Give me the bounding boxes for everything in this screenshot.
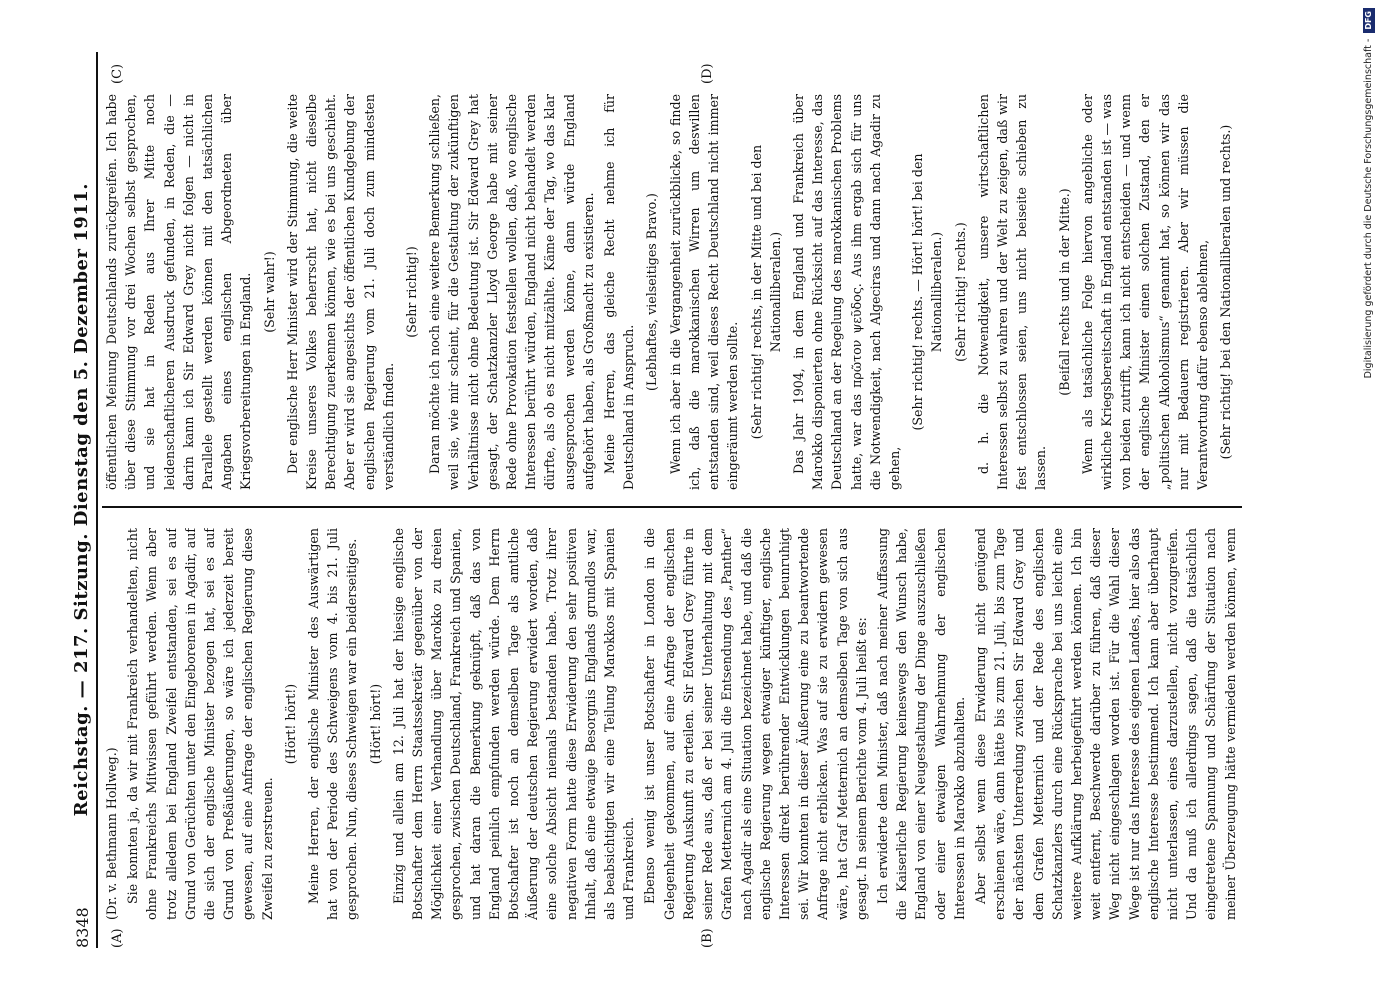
paragraph: [1239, 94, 1242, 490]
paragraph: Ich erwiderte dem Minister, daß nach meiner Auffassung die Kaiserliche Regierung keineswegs den Wunsch habe, England von einer Neugestaltung der Dinge auszuschließen oder einer etwaigen Wahrnehmung der englischen Interessen in Marokko abzuhalten.: [874, 528, 967, 920]
page-title: Reichstag. — 217. Sitzung. Dienstag den 5. Dezember 1911.: [71, 182, 92, 817]
speaker-name: (Dr. v. Bethmann Hollweg.): [104, 747, 119, 920]
interjection: (Beifall rechts und in der Mitte.): [1056, 188, 1072, 396]
interjection: (Sehr richtig!): [404, 246, 420, 338]
dfg-logo: DFG: [1363, 8, 1375, 33]
digitization-credit: [1362, 8, 1376, 996]
paragraph: Wenn als tatsächliche Folge hiervon angebliche oder wirkliche Kriegsbereitschaft in England entstanden ist — was von beiden zutrifft, kann ich nicht entscheiden — und wenn der englische Minister einen solchen Zustand, den er „politischen Alkoholismus“ genannt hat, so können wir das nur mit Bedauern registrieren. Aber wir müssen die Verantwortung dafür ebenso ablehnen,: [1079, 94, 1210, 490]
interjection: (Sehr richtig! rechts. — Hört! hört! bei den Nationalliberalen.): [910, 153, 945, 431]
paragraph: Meine Herren, der englische Minister des Auswärtigen hat von der Periode des Schweigens vom 4. bis 21. Juli gesprochen. Nun, dieses Schweigen war ein beiderseitiges.: [306, 528, 360, 920]
paragraph: Daran möchte ich noch eine weitere Bemerkung schließen, weil sie, wie mir scheint, für die Gestaltung der zukünftigen Verhältnisse nicht ohne Bedeutung ist. Sir Edward Grey hat gesagt, der Schatzkanzler Lloyd George habe mit seiner Rede ohne Provokation feststellen wollen, daß, wo englische Interessen berührt würden, England nicht behandelt werden dürfte, als ob es nicht mitzählte. Käme der Tag, wo das klar ausgesprochen werden könne, dann würde England aufgehört haben, als Großmacht zu existieren.: [427, 94, 596, 490]
margin-mark-c: (C): [110, 63, 125, 84]
margin-mark-d: (D): [700, 63, 715, 84]
paragraph: Sie konnten ja, da wir mit Frankreich verhandelten, nicht ohne Frankreichs Mitwissen geführt werden. Wenn aber trotz alledem bei England Zweifel entstanden, sei es auf Grund von Gerüchten unter den Eingeborenen in Agadir, auf die sich der englische Minister bezogen hat, sei es auf Grund von Preßäußerungen, so wäre ich jederzeit bereit gewesen, auf eine Anfrage der englischen Regierung diese Zweifel zu zerstreuen.: [125, 528, 275, 920]
interjection: (Lebhaftes, vielseitiges Bravo.): [644, 193, 660, 391]
credit-text: Digitalisierung gefördert durch die Deutsche Forschungsgemeinschaft -: [1363, 38, 1374, 379]
paragraph: d. h. die Notwendigkeit, unsere wirtschaftlichen Interessen selbst zu wahren und der Welt zu zeigen, daß wir fest entschlossen seien, uns nicht beiseite schieben zu lassen.: [975, 94, 1049, 490]
interjection: (Sehr richtig! bei den Nationalliberalen und rechts.): [1218, 124, 1234, 460]
paragraph: Das Jahr 1904, in dem England und Frankreich über Marokko disponierten ohne Rücksicht auf das Interesse, das Deutschland an der Regelung des marokkanischen Problems hatte, war das πρῶτον ψεῦδος. Aus ihm ergab sich für uns die Notwendigkeit, nach Algeciras und dann nach Agadir zu gehen,: [790, 94, 902, 490]
paragraph: öffentlichen Meinung Deutschlands zurückgreifen. Ich habe über diese Stimmung vor drei Wochen selbst gesprochen, und sie hat in Reden aus Ihrer Mitte noch leidenschaftlicheren Ausdruck gefunden, in Reden, die — darin kann ich Sir Edward Grey nicht folgen — nicht in Parallele gestellt werden können mit den tatsächlichen Angaben eines englischen Abgeordneten über Kriegsvorbereitungen in England.: [104, 94, 254, 490]
interjection: (Sehr richtig! rechts.): [952, 222, 968, 362]
page-number: 8348: [73, 907, 92, 948]
left-column: [102, 528, 1242, 920]
interjection: (Hört! hört!): [282, 683, 298, 765]
column-divider: [102, 506, 1242, 508]
paragraph: Der englische Herr Minister wird der Stimmung, die weite Kreise unseres Volkes beherrscht hat, nicht dieselbe Berechtigung zuerkennen können, wie es bei uns geschieht. Aber er wird sie angesichts der öffentlichen Kundgebung der englischen Regierung vom 21. Juli doch zum mindesten verständlich finden.: [284, 94, 396, 490]
paragraph: Wenn ich aber in die Vergangenheit zurückblicke, so finde ich, daß die marokkanischen Wirren um deswillen entstanden sind, weil dieses Recht Deutschland nicht immer eingeräumt werden sollte.: [667, 94, 741, 490]
interjection: (Sehr richtig! rechts, in der Mitte und bei den Nationalliberalen.): [748, 144, 783, 440]
interjection: (Hört! hört!): [367, 683, 383, 765]
margin-mark-b: (B): [700, 928, 715, 948]
paragraph: Ebenso wenig ist unser Botschafter in London in die Gelegenheit gekommen, auf eine Anfrage der englischen Regierung Auskunft zu erteilen. Sir Edward Grey führte in seiner Rede aus, daß er bei seiner Unterhaltung mit dem Grafen Metternich am 4. Juli die Entsendung des „Panther“ nach Agadir als eine Situation bezeichnet habe, und daß die englische Regierung wegen etwaiger künftiger, englische Interessen direkt berührender Entwicklungen beunruhigt sei. Wir konnten in dieser Äußerung eine zu beantwortende Anfrage nicht erblicken. Was auf sie zu erwidern gewesen wäre, hat Graf Metternich an demselben Tage von sich aus gesagt. In seinem Berichte vom 4. Juli heißt es:: [642, 528, 869, 920]
margin-mark-a: (A): [110, 928, 125, 948]
right-column: [102, 94, 1242, 490]
page-header: [62, 52, 92, 948]
paragraph: Aber selbst wenn diese Erwiderung nicht genügend erschienen wäre, dann hätte bis zum 21. Juli, bis zum Tage der nächsten Unterredung zwischen Sir Edward Grey und dem Grafen Metternich und der Rede des englischen Schatzkanzlers durch eine Rücksprache bei uns leicht eine weitere Aufklärung herbeigeführt werden können. Ich bin weit entfernt, Beschwerde darüber zu führen, daß dieser Weg nicht eingeschlagen worden ist. Für die Wahl dieser Wege ist nur das Interesse des eigenen Landes, hier also das englische Interesse bestimmend. Ich kann aber überhaupt nicht unterlassen, eines darzustellen, nicht vorzugreifen. Und da muß ich allerdings sagen, daß die tatsächlich eingetretene Spannung und Schärfung der Situation nach meiner Überzeugung hätte vermieden werden können, wenn: [972, 528, 1238, 920]
header-rule: [96, 52, 98, 948]
paragraph: Meine Herren, das gleiche Recht nehme ich für Deutschland in Anspruch.: [602, 94, 637, 490]
paragraph: Einzig und allein am 12. Juli hat der hiesige englische Botschafter dem Herrn Staatssekretär gegenüber von der Möglichkeit einer Verhandlung über Marokko zu dreien gesprochen, zwischen Deutschland, Frankreich und Spanien, und hat daran die Bemerkung geknüpft, daß das von England peinlich empfunden werden würde. Dem Herrn Botschafter ist noch an demselben Tage als amtliche Äußerung der deutschen Regierung erwidert worden, daß eine solche Absicht niemals bestanden habe. Trotz ihrer negativen Form hatte diese Erwiderung den sehr positiven Inhalt, daß eine etwaige Besorgnis Englands grundlos war, als beabsichtigten wir eine Teilung Marokkos mit Spanien und Frankreich.: [390, 528, 637, 920]
interjection: (Sehr wahr!): [261, 251, 277, 333]
